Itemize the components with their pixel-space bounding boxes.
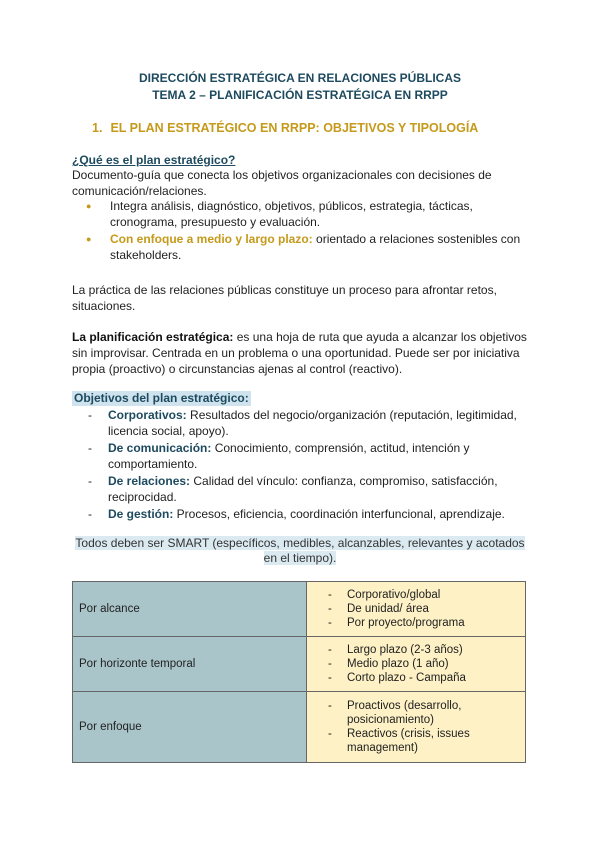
table-row (73, 637, 526, 692)
objective-item: - De gestión: Procesos, eficiencia, coordinación interfuncional, aprendizaje. (72, 506, 542, 522)
table-row-values (307, 582, 526, 637)
practice-paragraph: La práctica de las relaciones públicas constituye un proceso para afrontar retos, situaciones. (72, 283, 497, 313)
typology-table (72, 581, 526, 763)
list-item: - Por proyecto/programa (307, 616, 521, 630)
list-item: - Corporativo/global (307, 588, 521, 602)
objective-item: - Corporativos: Resultados del negocio/organización (reputación, legitimidad, licencia social, apoyo). (72, 407, 542, 439)
table-row (73, 582, 526, 637)
table-row (73, 692, 526, 763)
objective-item: - De relaciones: Calidad del vínculo: confianza, compromiso, satisfacción, reciprocidad. (72, 473, 542, 505)
section-number: 1. (92, 121, 103, 135)
list-item: - Proactivos (desarrollo, posicionamiento) (307, 699, 521, 727)
objectives-list (72, 407, 542, 523)
planning-term: La planificación estratégica: (72, 330, 234, 344)
table-row-values (307, 692, 526, 763)
section-title: EL PLAN ESTRATÉGICO EN RRPP: OBJETIVOS Y TIPOLOGÍA (110, 121, 479, 135)
table-row-values (307, 637, 526, 692)
bullet-item: ● Integra análisis, diagnóstico, objetivos, públicos, estrategia, tácticas, cronograma, presupuesto y evaluación. (72, 198, 532, 230)
objective-item: - De comunicación: Conocimiento, comprensión, actitud, intención y comportamiento. (72, 440, 542, 472)
list-item: - Reactivos (crisis, issues management) (307, 727, 521, 755)
bullet-highlight: Con enfoque a medio y largo plazo: (110, 232, 313, 246)
list-item: - De unidad/ área (307, 602, 521, 616)
bullet-item: ● Con enfoque a medio y largo plazo: orientado a relaciones sostenibles con stakeholders. (72, 231, 532, 263)
list-item: - Medio plazo (1 año) (307, 657, 521, 671)
planning-paragraph: La planificación estratégica: es una hoja de ruta que ayuda a alcanzar los objetivos sin improvisar. Centrada en un problema o una oportunidad. Puede ser por iniciativa propia (proactivo) o circunstancias ajenas al control (reactivo). (72, 330, 527, 376)
list-item: - Corto plazo - Campaña (307, 671, 521, 685)
document-title-line1: DIRECCIÓN ESTRATÉGICA EN RELACIONES PÚBLICAS (138, 71, 462, 85)
list-item: - Largo plazo (2-3 años) (307, 643, 521, 657)
definition-bullets (72, 198, 532, 264)
table-row-label: Por alcance (73, 582, 307, 637)
document-title-line2: TEMA 2 – PLANIFICACIÓN ESTRATÉGICA EN RRPP (152, 88, 448, 102)
table-row-label: Por horizonte temporal (73, 637, 307, 692)
section-heading (92, 121, 478, 135)
objectives-heading: Objetivos del plan estratégico: (74, 391, 249, 405)
table-row-label: Por enfoque (73, 692, 307, 763)
question-heading: ¿Qué es el plan estratégico? (72, 153, 236, 167)
definition-paragraph: Documento-guía que conecta los objetivos organizacionales con decisiones de comunicación/relaciones. (72, 168, 492, 198)
smart-note: Todos deben ser SMART (específicos, medibles, alcanzables, relevantes y acotados en el tiempo). (75, 536, 525, 565)
